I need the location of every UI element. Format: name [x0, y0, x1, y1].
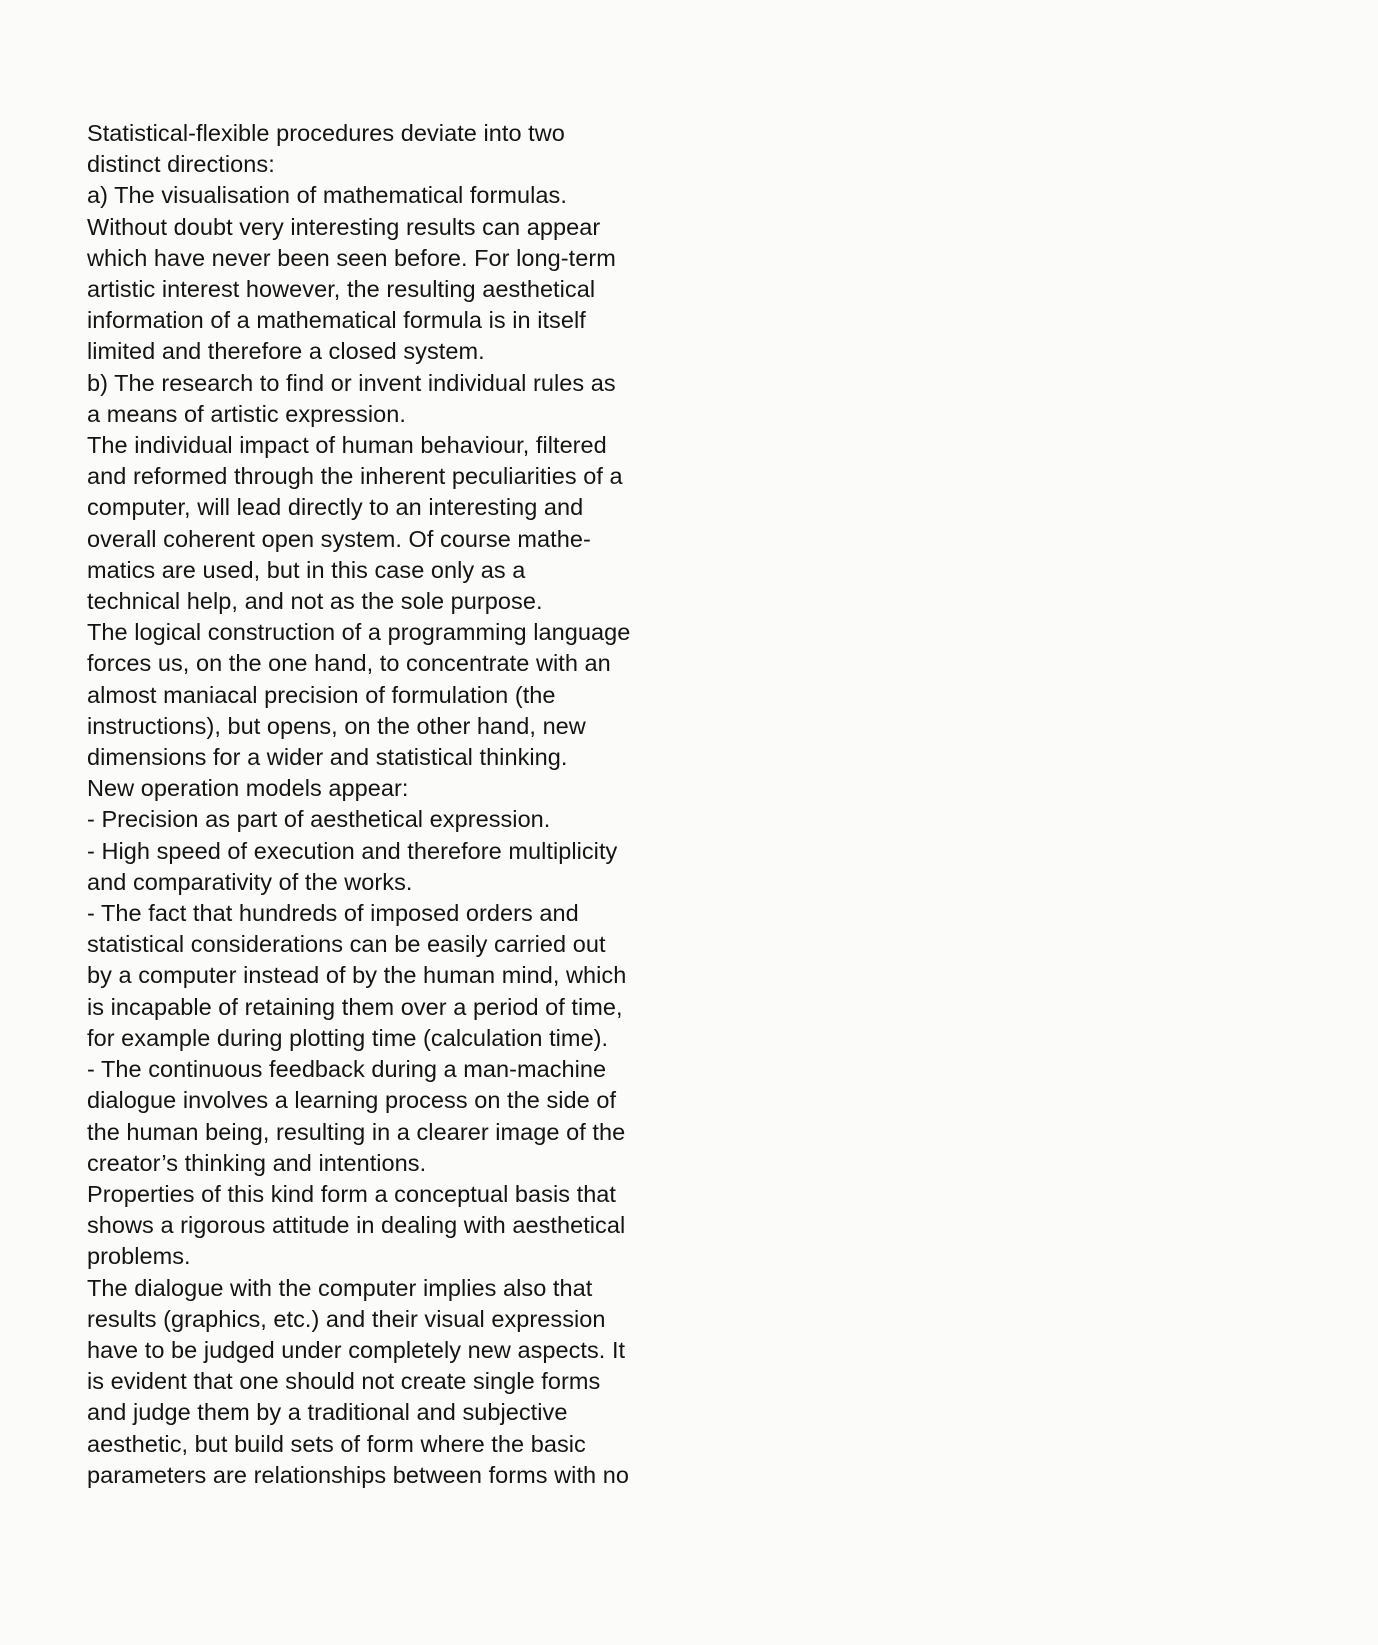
text-line: Statistical-flexible procedures deviate into two [87, 120, 565, 146]
text-line: parameters are relationships between forms with no [87, 1461, 629, 1488]
text-line: - The continuous feedback during a man-machine [87, 1056, 607, 1083]
text-line: overall coherent open system. Of course mathe- [87, 525, 591, 552]
text-line: problems. [87, 1243, 191, 1270]
text-line: b) The research to find or invent individual rules as [87, 369, 616, 396]
text-line: instructions), but opens, on the other hand, new [87, 712, 586, 739]
text-line: statistical considerations can be easily carried out [87, 931, 606, 958]
text-line: The dialogue with the computer implies also that [87, 1274, 593, 1301]
text-line: computer, will lead directly to an interesting and [87, 494, 584, 521]
text-line: dialogue involves a learning process on the side of [87, 1087, 617, 1114]
text-line: and judge them by a traditional and subjective [87, 1399, 568, 1426]
text-line: and comparativity of the works. [87, 868, 413, 895]
text-line: is evident that one should not create single forms [87, 1368, 601, 1395]
text-line: distinct directions: [87, 151, 275, 178]
text-line: artistic interest however, the resulting aesthetical [87, 276, 596, 303]
text-line: - The fact that hundreds of imposed orders and [87, 900, 579, 927]
body-text [87, 118, 687, 1491]
text-line: by a computer instead of by the human mind, which [87, 962, 627, 989]
text-line: The logical construction of a programming language [87, 619, 631, 646]
text-line: Without doubt very interesting results can appear [87, 213, 601, 240]
text-line: and reformed through the inherent peculiarities of a [87, 463, 623, 490]
text-line: aesthetic, but build sets of form where the basic [87, 1430, 586, 1457]
text-line: technical help, and not as the sole purpose. [87, 588, 543, 615]
text-line: The individual impact of human behaviour, filtered [87, 432, 607, 459]
text-line: results (graphics, etc.) and their visual expression [87, 1305, 606, 1332]
text-line: which have never been seen before. For long-term [87, 244, 616, 271]
text-line: - High speed of execution and therefore multiplicity [87, 837, 618, 864]
text-line: a means of artistic expression. [87, 400, 406, 427]
text-line: the human being, resulting in a clearer image of the [87, 1118, 626, 1145]
text-line: for example during plotting time (calculation time). [87, 1024, 609, 1051]
text-line: dimensions for a wider and statistical thinking. [87, 744, 568, 771]
text-line: forces us, on the one hand, to concentrate with an [87, 650, 611, 677]
text-line: Properties of this kind form a conceptual basis that [87, 1180, 617, 1207]
text-line: New operation models appear: [87, 775, 409, 802]
text-line: creator’s thinking and intentions. [87, 1149, 427, 1176]
text-line: matics are used, but in this case only as a [87, 556, 526, 583]
text-line: a) The visualisation of mathematical formulas. [87, 182, 567, 209]
text-line: shows a rigorous attitude in dealing with aesthetical [87, 1212, 626, 1239]
text-line: is incapable of retaining them over a period of time, [87, 993, 623, 1020]
text-line: limited and therefore a closed system. [87, 338, 485, 365]
text-line: have to be judged under completely new aspects. It [87, 1336, 626, 1363]
text-line: almost maniacal precision of formulation (the [87, 681, 556, 708]
text-line: - Precision as part of aesthetical expression. [87, 806, 551, 833]
text-line: information of a mathematical formula is in itself [87, 307, 586, 334]
